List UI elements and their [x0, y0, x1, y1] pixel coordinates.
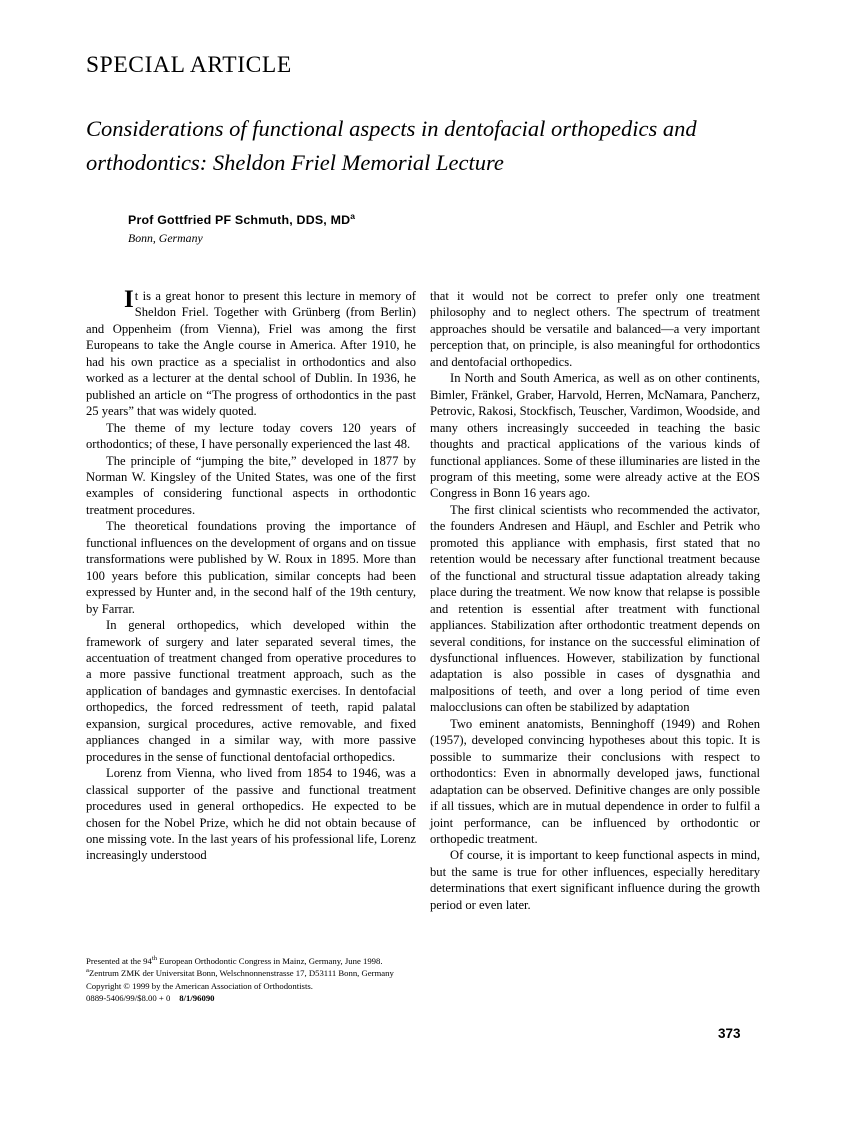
paragraph — [86, 288, 416, 420]
footnote-article-code: 8/1/96090 — [179, 993, 215, 1004]
paragraph-text: t is a great honor to present this lecture in memory of Sheldon Friel. Together with Grünberg (from Berlin) and Oppenheim (from Vienna), Friel was among the first Europeans to take the Angle course in America. After 1910, he had his own practice as a specialist in orthodontics and also worked as a lecturer at the dental school of Dublin. In 1936, he published an article on “The progress of orthodontics in the past 25 years” that was widely quoted. — [86, 289, 416, 419]
footnote-affiliation — [86, 967, 426, 979]
footnote-affiliation-marker: a — [86, 967, 89, 975]
author-affiliation-marker: a — [350, 210, 356, 221]
drop-cap: I — [124, 286, 134, 313]
paragraph: The principle of “jumping the bite,” developed in 1877 by Norman W. Kingsley of the United States, was one of the first examples of considering functional aspects in orthodontic treatment procedures. — [86, 453, 416, 517]
paragraph: The theme of my lecture today covers 120 years of orthodontics; of these, I have personally experienced the last 48. — [86, 420, 416, 452]
paragraph: In North and South America, as well as on other continents, Bimler, Fränkel, Graber, Harvold, Herren, McNamara, Pancherz, Petrovic, Rakosi, Stockfisch, Teuscher, Vardimon, Woodside, and many others increasingly succeeded in teaching the basic thoughts and practical applications of the various kinds of functional appliances. Some of these illuminaries are listed in the program of this meeting, some were already active at the EOS Congress in Bonn 16 years ago. — [430, 371, 760, 501]
article-title: Considerations of functional aspects in dentofacial orthopedics and orthodontics: Sheldon Friel Memorial Lecture — [86, 116, 697, 175]
page-number: 373 — [718, 1026, 741, 1041]
paragraph: The first clinical scientists who recommended the activator, the founders Andresen and Häupl, and Eschler and Petrik who promoted this appliance with emphasis, first stated that no retention would be necessary after functional treatment because of the functional and structural tissue adaptation already taking place during the treatment. We now know that relapse is possible and retention is essential after treatment with functional appliances. Stabilization after orthodontic treatment depends on several conditions, for instance on the successful elimination of dysfunctional influences. However, stabilization by functional adaptation is also possible in cases of dysgnathia and malpositions of teeth, and over a long period of time even malocclusions can often be stabilized by adaptation — [430, 502, 760, 715]
author-byline — [128, 210, 628, 246]
paragraph: The theoretical foundations proving the importance of functional influences on the development of organs and on tissue transformations were published by W. Roux in 1895. More than 100 years before this publication, similar concepts had been expressed by Hunter and, in the second half of the 19th century, by Farrar. — [86, 519, 416, 616]
paragraph: In general orthopedics, which developed within the framework of surgery and later separated several times, the accentuation of treatment changed from operative procedures to a more passive functional treatment approach, such as the application of bandages and gymnastic exercises. In dentofacial orthopedics, the forced redressment of teeth, rapid palatal expansion, surgical procedures, active removable, and fixed appliances changed in a similar way, with more passive procedures in the sense of functional dentofacial orthopedics. — [86, 618, 416, 764]
footnote-presented-suffix: European Orthodontic Congress in Mainz, Germany, June 1998. — [157, 956, 383, 966]
paragraph: Two eminent anatomists, Benninghoff (1949) and Rohen (1957), developed convincing hypotheses about this topic. It is possible to summarize their conclusions with respect to orthodontics: Even in abnormally developed jaws, functional adaptation can be observed. Definitive changes are only possible if all tissues, which are in mutual dependence in order to fulfil a joint performance, can be influenced by orthodontic or orthopedic treatment. — [430, 716, 760, 846]
body-column-right — [430, 288, 760, 913]
author-name — [128, 210, 628, 227]
footnote-issn-line — [86, 992, 426, 1004]
footnote-copyright: Copyright © 1999 by the American Association of Orthodontists. — [86, 980, 313, 991]
footnote-affiliation-text: Zentrum ZMK der Universitat Bonn, Welschnonnenstrasse 17, D53111 Bonn, Germany — [88, 968, 394, 979]
body-column-left — [86, 288, 416, 864]
author-name-text: Prof Gottfried PF Schmuth, DDS, MD — [128, 213, 351, 227]
paragraph: Of course, it is important to keep functional aspects in mind, but the same is true for other influences, especially hereditary determinations that exert significant influence during the growth period or even later. — [430, 848, 760, 912]
paragraph: that it would not be correct to prefer only one treatment philosophy and to neglect others. The spectrum of treatment approaches should be versatile and balanced—a very important perception that, on principle, is also meaningful for orthodontics and dentofacial orthopedics. — [430, 289, 760, 369]
paragraph: Lorenz from Vienna, who lived from 1854 to 1946, was a classical supporter of the passive and functional treatment procedures used in general orthopedics. He expected to be chosen for the Nobel Prize, which he did not obtain because of one missing vote. In the last years of his professional life, Lorenz increasingly understood — [86, 766, 416, 863]
footnote-presented-prefix: Presented at the 94 — [86, 956, 152, 966]
footnote-presented — [86, 955, 426, 967]
section-kicker: SPECIAL ARTICLE — [86, 52, 292, 78]
footnote-ordinal-suffix: th — [151, 955, 158, 963]
footnote-issn: 0889-5406/99/$8.00 + 0 — [86, 993, 171, 1004]
footnotes-block — [86, 955, 426, 1005]
author-affiliation: Bonn, Germany — [128, 231, 203, 245]
